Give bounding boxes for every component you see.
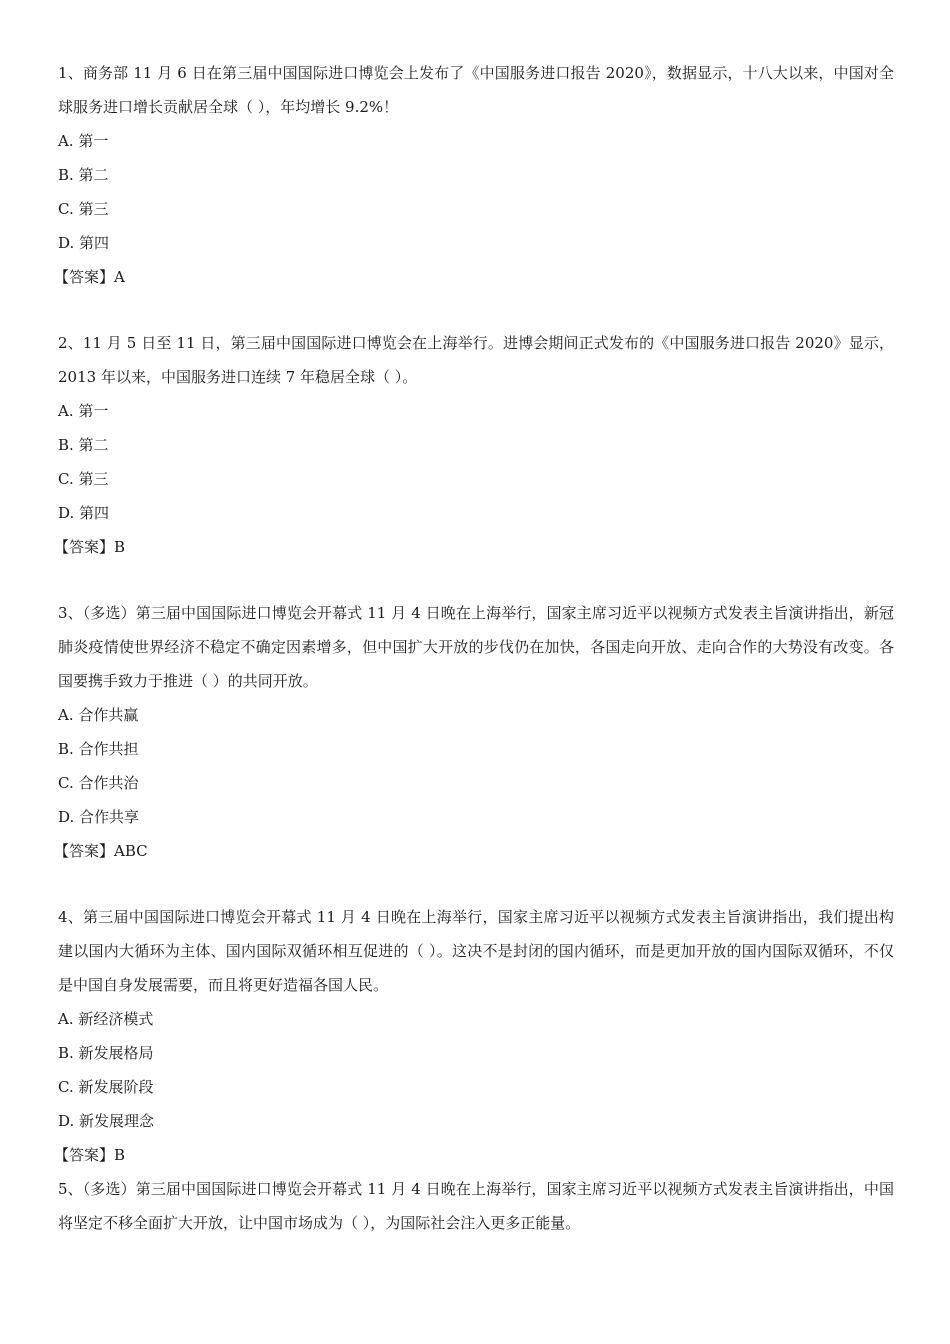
option-d: D. 第四 — [58, 504, 110, 522]
question-stem: 5、（多选）第三届中国国际进口博览会开幕式 11 月 4 日晚在上海举行，国家主席习近平以视频方式发表主旨演讲指出，中国将坚定不移全面扩大开放，让中国市场成为（ ），为国际社会注入更多正能量。 — [58, 1180, 894, 1232]
answer: 【答案】ABC — [54, 842, 148, 860]
answer: 【答案】B — [54, 538, 126, 556]
option-a: A. 新经济模式 — [58, 1010, 154, 1028]
option-b: B. 合作共担 — [58, 740, 139, 758]
question-5 — [58, 1172, 894, 1240]
question-3 — [54, 596, 894, 868]
option-c: C. 第三 — [58, 470, 109, 488]
option-a: A. 合作共赢 — [58, 706, 139, 724]
option-c: C. 第三 — [58, 200, 109, 218]
question-2 — [54, 326, 894, 564]
option-d: D. 合作共享 — [58, 808, 140, 826]
option-c: C. 合作共治 — [58, 774, 139, 792]
option-b: B. 新发展格局 — [58, 1044, 154, 1062]
option-a: A. 第一 — [58, 402, 109, 420]
option-d: D. 新发展理念 — [58, 1112, 155, 1130]
option-b: B. 第二 — [58, 436, 109, 454]
answer: 【答案】B — [54, 1146, 126, 1164]
answer: 【答案】A — [54, 268, 125, 286]
question-1 — [54, 56, 894, 294]
question-stem: 2、11 月 5 日至 11 日，第三届中国国际进口博览会在上海举行。进博会期间正式发布的《中国服务进口报告 2020》显示，2013 年以来，中国服务进口连续 7 年稳居全球（ ）。 — [58, 334, 894, 386]
option-c: C. 新发展阶段 — [58, 1078, 154, 1096]
option-d: D. 第四 — [58, 234, 110, 252]
question-stem: 1、商务部 11 月 6 日在第三届中国国际进口博览会上发布了《中国服务进口报告 2020》，数据显示，十八大以来，中国对全球服务进口增长贡献居全球（ ），年均增长 9.2%！ — [58, 64, 894, 116]
document-page — [54, 56, 894, 1240]
question-stem: 3、（多选）第三届中国国际进口博览会开幕式 11 月 4 日晚在上海举行，国家主席习近平以视频方式发表主旨演讲指出，新冠肺炎疫情使世界经济不稳定不确定因素增多，但中国扩大开放的步伐仍在加快，各国走向开放、走向合作的大势没有改变。各国要携手致力于推进（ ）的共同开放。 — [58, 604, 894, 690]
question-4 — [54, 900, 894, 1172]
option-b: B. 第二 — [58, 166, 109, 184]
option-a: A. 第一 — [58, 132, 109, 150]
question-stem: 4、第三届中国国际进口博览会开幕式 11 月 4 日晚在上海举行，国家主席习近平以视频方式发表主旨演讲指出，我们提出构建以国内大循环为主体、国内国际双循环相互促进的（ ）。这决不是封闭的国内循环，而是更加开放的国内国际双循环，不仅是中国自身发展需要，而且将更好造福各国人民。 — [58, 908, 894, 994]
